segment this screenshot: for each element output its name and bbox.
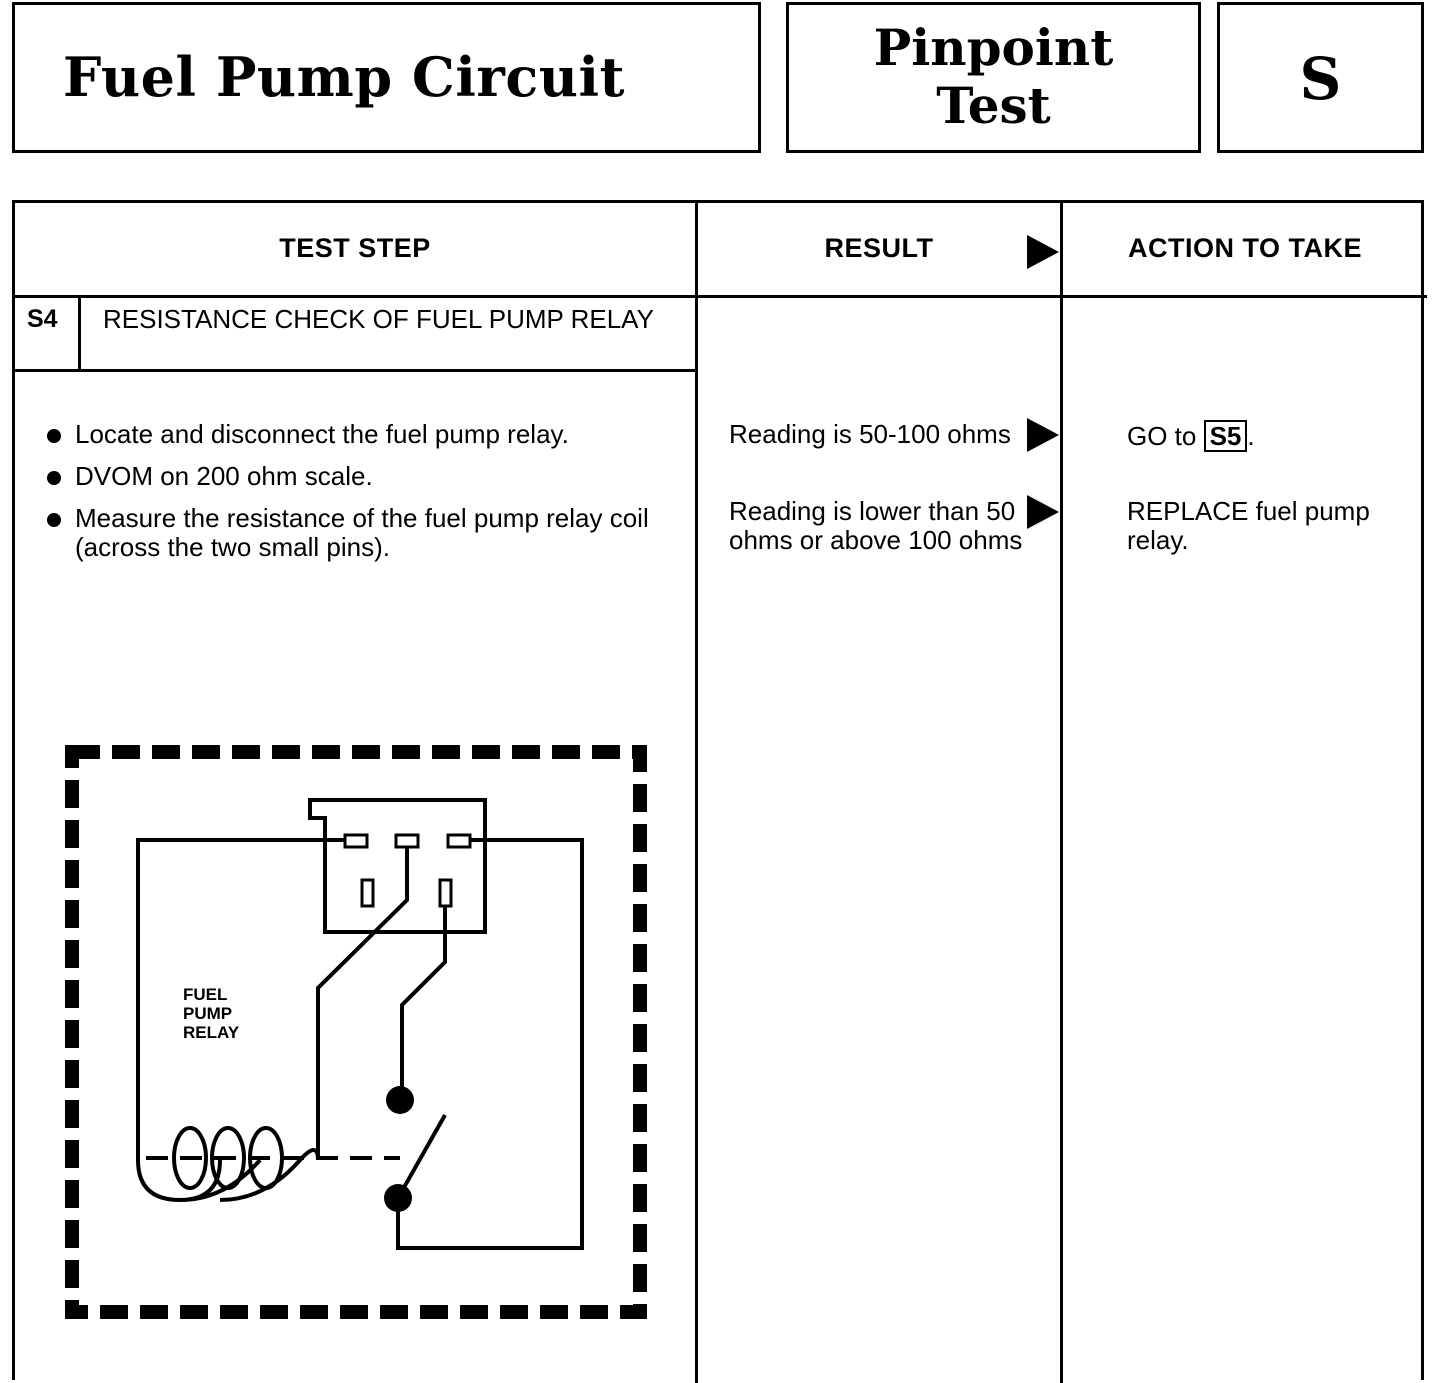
fuel-pump-relay-diagram	[60, 740, 660, 1330]
title-box	[12, 2, 761, 153]
switch-arm	[398, 1115, 445, 1198]
terminal-3	[448, 835, 470, 847]
pinpoint-line-1: Pinpoint	[873, 18, 1114, 77]
action-1-suffix: .	[1247, 421, 1255, 451]
header-test-step: TEST STEP	[279, 233, 431, 263]
header-action: ACTION TO TAKE	[1128, 233, 1362, 263]
test-code-box	[1217, 2, 1424, 153]
pinpoint-test-box	[786, 2, 1201, 153]
relay-label-line-1: FUEL	[183, 985, 228, 1004]
relay-label-line-2: PUMP	[183, 1004, 233, 1023]
page-title: Fuel Pump Circuit	[63, 45, 625, 109]
header-rule	[15, 295, 1427, 298]
terminal-2	[396, 835, 418, 847]
result-1-arrow-icon	[1027, 418, 1059, 452]
terminal-1	[345, 835, 367, 847]
action-1	[1127, 420, 1417, 452]
column-divider-2	[1060, 203, 1063, 1383]
contact-wire	[402, 906, 445, 1095]
relay-label-line-3: RELAY	[183, 1023, 240, 1042]
small-pin-1	[362, 880, 373, 906]
column-divider-1	[695, 203, 698, 1383]
step-title: RESISTANCE CHECK OF FUEL PUMP RELAY	[103, 304, 654, 334]
step-id: S4	[27, 305, 58, 333]
pinpoint-line-2: Test	[936, 76, 1051, 135]
test-code: S	[1299, 45, 1342, 113]
header-arrow-icon	[1027, 235, 1059, 269]
switch-return-wire	[398, 840, 582, 1248]
result-1: Reading is 50-100 ohms	[729, 419, 1011, 449]
step-id-divider	[78, 295, 81, 371]
action-1-prefix: GO to	[1127, 421, 1204, 451]
step-instructions	[43, 420, 683, 575]
instruction-item: DVOM on 200 ohm scale.	[43, 462, 683, 491]
result-2: Reading is lower than 50 ohms or above 100 ohms	[729, 496, 1023, 555]
result-2-arrow-icon	[1027, 495, 1059, 529]
switch-contact-top	[386, 1086, 414, 1114]
instruction-item: Locate and disconnect the fuel pump relay.	[43, 420, 683, 449]
instruction-item: Measure the resistance of the fuel pump relay coil (across the two small pins).	[43, 504, 683, 562]
header-result: RESULT	[824, 233, 934, 263]
coil-feed-wire	[138, 840, 345, 1160]
step-title-rule	[15, 369, 697, 372]
go-to-step-link[interactable]: S5	[1204, 420, 1248, 452]
small-pin-2	[440, 880, 451, 906]
action-2: REPLACE fuel pump relay.	[1127, 496, 1370, 555]
pinpoint-test-label	[789, 19, 1198, 135]
